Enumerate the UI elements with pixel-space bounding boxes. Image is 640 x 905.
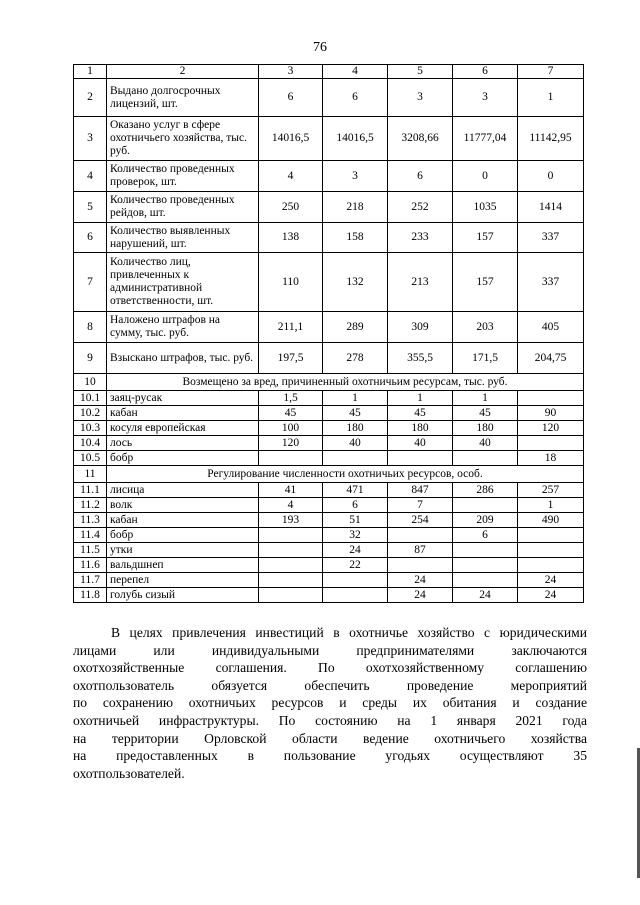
table-row [74, 79, 584, 117]
row-label: утки [107, 543, 259, 558]
row-number: 11.3 [74, 513, 107, 528]
cell-value: 87 [388, 543, 453, 558]
cell-value: 254 [388, 513, 453, 528]
row-number: 10.3 [74, 421, 107, 436]
cell-value [518, 543, 584, 558]
cell-value: 40 [453, 436, 518, 451]
cell-value: 3 [453, 79, 518, 117]
row-label: Количество проведенных проверок, шт. [107, 161, 259, 192]
cell-value: 1035 [453, 192, 518, 223]
cell-value: 3 [388, 79, 453, 117]
cell-value [453, 573, 518, 588]
paragraph-line: на территории Орловской области ведение охотничьего хозяйства [73, 730, 587, 746]
table-row [74, 312, 584, 343]
row-number: 9 [74, 343, 107, 374]
cell-value: 45 [453, 406, 518, 421]
table-row [74, 421, 584, 436]
cell-value: 1 [323, 391, 388, 406]
table-row [74, 528, 584, 543]
cell-value: 203 [453, 312, 518, 343]
cell-value: 4 [259, 161, 323, 192]
cell-value [388, 558, 453, 573]
row-number: 11.8 [74, 588, 107, 603]
cell-value [453, 558, 518, 573]
cell-value: 1414 [518, 192, 584, 223]
cell-value: 171,5 [453, 343, 518, 374]
row-label: волк [107, 498, 259, 513]
cell-value [259, 451, 323, 466]
row-label: бобр [107, 528, 259, 543]
row-label: бобр [107, 451, 259, 466]
row-number: 8 [74, 312, 107, 343]
cell-value: 197,5 [259, 343, 323, 374]
row-label: кабан [107, 406, 259, 421]
table-row [74, 223, 584, 253]
row-number: 10.4 [74, 436, 107, 451]
cell-value: 100 [259, 421, 323, 436]
cell-value: 180 [388, 421, 453, 436]
cell-value: 22 [323, 558, 388, 573]
cell-value: 24 [453, 588, 518, 603]
header-cell: 4 [323, 65, 388, 79]
cell-value: 0 [518, 161, 584, 192]
cell-value: 471 [323, 483, 388, 498]
table-row [74, 483, 584, 498]
cell-value: 110 [259, 253, 323, 312]
row-number: 6 [74, 223, 107, 253]
row-number: 5 [74, 192, 107, 223]
table-row [74, 498, 584, 513]
cell-value: 157 [453, 223, 518, 253]
table-row [74, 406, 584, 421]
table-row [74, 117, 584, 161]
cell-value [518, 391, 584, 406]
cell-value: 847 [388, 483, 453, 498]
cell-value: 3 [323, 161, 388, 192]
cell-value [453, 498, 518, 513]
table-row [74, 161, 584, 192]
row-number: 11.5 [74, 543, 107, 558]
row-label: Оказано услуг в сфере охотничьего хозяйства, тыс. руб. [107, 117, 259, 161]
table-row [74, 343, 584, 374]
cell-value: 1 [388, 391, 453, 406]
cell-value: 24 [518, 573, 584, 588]
body-paragraph [73, 624, 587, 782]
paragraph-line: на предоставленных в пользование угодьях осуществляют 35 [73, 748, 587, 764]
cell-value [518, 528, 584, 543]
row-label: Количество лиц, привлеченных к административной ответственности, шт. [107, 253, 259, 312]
cell-value: 213 [388, 253, 453, 312]
cell-value: 405 [518, 312, 584, 343]
row-number: 2 [74, 79, 107, 117]
cell-value: 32 [323, 528, 388, 543]
row-number: 11.6 [74, 558, 107, 573]
cell-value: 252 [388, 192, 453, 223]
row-number: 11.2 [74, 498, 107, 513]
row-label: лисица [107, 483, 259, 498]
row-label: вальдшнеп [107, 558, 259, 573]
row-number: 11.1 [74, 483, 107, 498]
cell-value: 289 [323, 312, 388, 343]
cell-value: 11777,04 [453, 117, 518, 161]
cell-value: 6 [453, 528, 518, 543]
cell-value: 286 [453, 483, 518, 498]
paragraph-line: охотхозяйственные соглашения. По охотхозяйственному соглашению [73, 660, 587, 676]
paragraph-line: В целях привлечения инвестиций в охотничье хозяйство с юридическими [111, 625, 587, 640]
cell-value: 24 [323, 543, 388, 558]
cell-value: 0 [453, 161, 518, 192]
cell-value: 309 [388, 312, 453, 343]
cell-value: 204,75 [518, 343, 584, 374]
cell-value: 233 [388, 223, 453, 253]
row-label: Количество проведенных рейдов, шт. [107, 192, 259, 223]
cell-value: 7 [388, 498, 453, 513]
cell-value: 257 [518, 483, 584, 498]
table-row [74, 391, 584, 406]
cell-value: 14016,5 [323, 117, 388, 161]
cell-value: 337 [518, 223, 584, 253]
row-number: 3 [74, 117, 107, 161]
cell-value: 3208,66 [388, 117, 453, 161]
cell-value: 6 [388, 161, 453, 192]
header-cell: 2 [107, 65, 259, 79]
paragraph-line: охотничьей инфраструктуры. По состоянию на 1 января 2021 года [73, 712, 587, 728]
cell-value: 6 [323, 498, 388, 513]
row-number: 10.5 [74, 451, 107, 466]
table-row [74, 436, 584, 451]
cell-value [453, 451, 518, 466]
cell-value: 490 [518, 513, 584, 528]
cell-value: 180 [323, 421, 388, 436]
cell-value: 209 [453, 513, 518, 528]
cell-value: 45 [388, 406, 453, 421]
cell-value: 1 [453, 391, 518, 406]
cell-value: 158 [323, 223, 388, 253]
row-label: косуля европейская [107, 421, 259, 436]
row-label: лось [107, 436, 259, 451]
cell-value [388, 528, 453, 543]
cell-value [518, 436, 584, 451]
table-row [74, 513, 584, 528]
cell-value: 24 [388, 573, 453, 588]
row-number: 11.4 [74, 528, 107, 543]
table-row [74, 573, 584, 588]
cell-value: 211,1 [259, 312, 323, 343]
cell-value: 250 [259, 192, 323, 223]
row-number: 10.1 [74, 391, 107, 406]
cell-value: 337 [518, 253, 584, 312]
cell-value [323, 588, 388, 603]
cell-value: 4 [259, 498, 323, 513]
section-title: Регулирование численности охотничьих ресурсов, особ. [107, 466, 584, 483]
table-row [74, 543, 584, 558]
header-cell: 1 [74, 65, 107, 79]
cell-value [323, 451, 388, 466]
row-number: 10.2 [74, 406, 107, 421]
cell-value: 120 [259, 436, 323, 451]
cell-value: 14016,5 [259, 117, 323, 161]
cell-value: 24 [518, 588, 584, 603]
cell-value [388, 451, 453, 466]
row-label: Наложено штрафов на сумму, тыс. руб. [107, 312, 259, 343]
header-cell: 6 [453, 65, 518, 79]
cell-value: 355,5 [388, 343, 453, 374]
row-label: заяц-русак [107, 391, 259, 406]
header-cell: 7 [518, 65, 584, 79]
cell-value [453, 543, 518, 558]
cell-value: 45 [259, 406, 323, 421]
cell-value: 278 [323, 343, 388, 374]
cell-value: 157 [453, 253, 518, 312]
cell-value: 51 [323, 513, 388, 528]
cell-value: 11142,95 [518, 117, 584, 161]
row-number: 11.7 [74, 573, 107, 588]
cell-value: 120 [518, 421, 584, 436]
section-number: 10 [74, 374, 107, 391]
page-number: 76 [313, 40, 327, 55]
section-header-row [74, 466, 584, 483]
row-label: перепел [107, 573, 259, 588]
cell-value [259, 588, 323, 603]
cell-value: 132 [323, 253, 388, 312]
cell-value [323, 573, 388, 588]
cell-value: 6 [323, 79, 388, 117]
row-number: 4 [74, 161, 107, 192]
cell-value: 193 [259, 513, 323, 528]
section-number: 11 [74, 466, 107, 483]
cell-value: 41 [259, 483, 323, 498]
cell-value: 40 [388, 436, 453, 451]
cell-value [259, 528, 323, 543]
statistics-table [73, 64, 584, 603]
row-label: кабан [107, 513, 259, 528]
header-cell: 5 [388, 65, 453, 79]
cell-value: 180 [453, 421, 518, 436]
cell-value [259, 558, 323, 573]
section-header-row [74, 374, 584, 391]
cell-value: 218 [323, 192, 388, 223]
row-label: Количество выявленных нарушений, шт. [107, 223, 259, 253]
paragraph-line: охотпользователей. [73, 765, 185, 781]
table-row [74, 253, 584, 312]
cell-value: 45 [323, 406, 388, 421]
cell-value [518, 558, 584, 573]
paragraph-line: охотпользователь обязуется обеспечить проведение мероприятий [73, 677, 587, 693]
cell-value: 24 [388, 588, 453, 603]
table-header-row [74, 65, 584, 79]
row-label: голубь сизый [107, 588, 259, 603]
cell-value: 90 [518, 406, 584, 421]
cell-value [259, 543, 323, 558]
table-row [74, 558, 584, 573]
cell-value: 18 [518, 451, 584, 466]
table-row [74, 588, 584, 603]
header-cell: 3 [259, 65, 323, 79]
cell-value: 1 [518, 498, 584, 513]
cell-value: 40 [323, 436, 388, 451]
table-row [74, 192, 584, 223]
row-label: Выдано долгосрочных лицензий, шт. [107, 79, 259, 117]
section-title: Возмещено за вред, причиненный охотничьим ресурсам, тыс. руб. [107, 374, 584, 391]
paragraph-line: по сохранению охотничьих ресурсов и среды их обитания и создание [73, 695, 587, 711]
cell-value: 1 [518, 79, 584, 117]
row-number: 7 [74, 253, 107, 312]
paragraph-line: лицами или индивидуальными предпринимателями заключаются [73, 642, 587, 658]
cell-value [259, 573, 323, 588]
table-row [74, 451, 584, 466]
cell-value: 138 [259, 223, 323, 253]
cell-value: 6 [259, 79, 323, 117]
row-label: Взыскано штрафов, тыс. руб. [107, 343, 259, 374]
cell-value: 1,5 [259, 391, 323, 406]
